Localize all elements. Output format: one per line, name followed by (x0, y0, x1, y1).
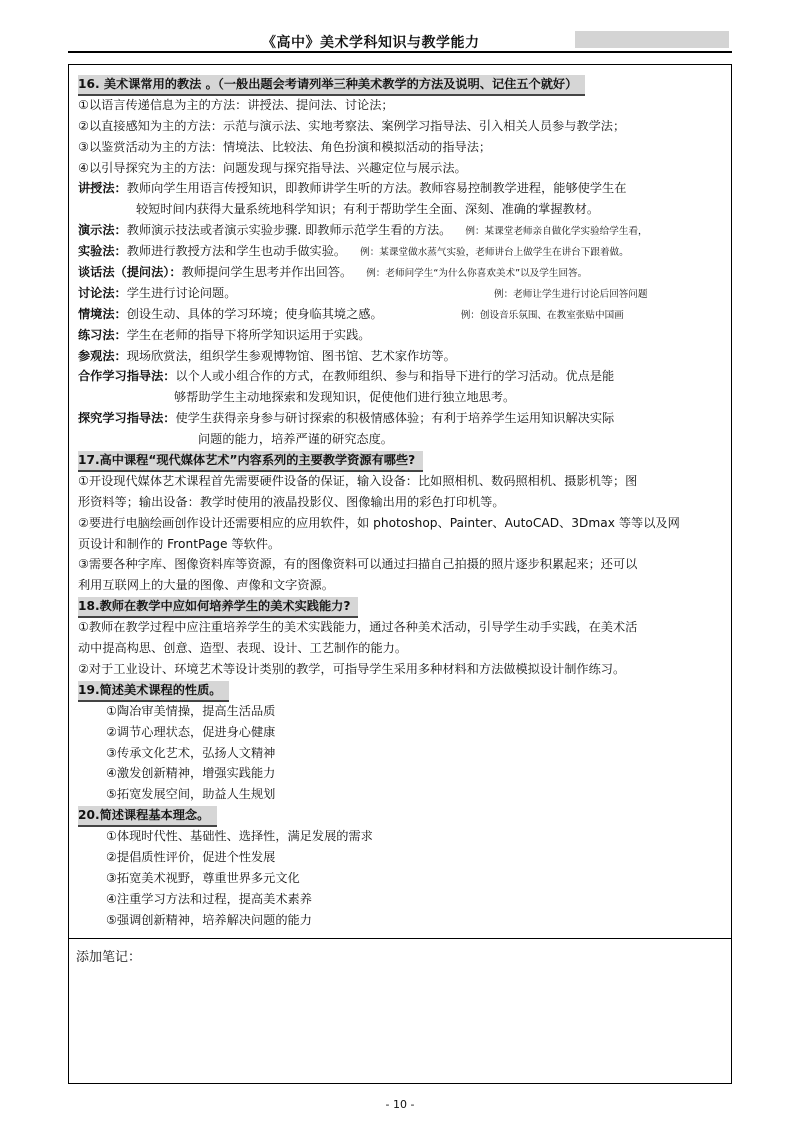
q20-title: 20.简述课程基本理念。 (78, 806, 217, 827)
experiment-text: 教师进行教授方法和学生也动手做实验。 (126, 244, 347, 259)
q17-line: ②要进行电脑绘画创作设计还需要相应的应用软件，如 photoshop、Painter、AutoCAD、3Dmax 等等以及网 (78, 515, 680, 530)
q17-line: ①开设现代媒体艺术课程首先需要硬件设备的保证，输入设备：比如照相机、数码照相机、摄影机等；图 (78, 473, 638, 488)
q16-item: ①以语言传递信息为主的方法：讲授法、提问法、讨论法； (78, 97, 394, 112)
q16-item: ④以引导探究为主的方法：问题发现与探究指导法、兴趣定位与展示法。 (78, 160, 467, 175)
practice-text: 学生在老师的指导下将所学知识运用于实践。 (126, 327, 371, 342)
q19-item: ④激发创新精神，增强实践能力 (106, 766, 276, 781)
situation-text: 创设生动、具体的学习环境；使身临其境之感。 (126, 306, 383, 321)
q18-line: ②对于工业设计、环境艺术等设计类别的教学，可指导学生采用多种材料和方法做模拟设计制作练习。 (78, 661, 626, 676)
situation-example: 例：创设音乐氛围、在教室张贴中国画 (460, 309, 624, 321)
lecture-text-cont: 较短时间内获得大量系统地科学知识；有利于帮助学生全面、深刻、准确的掌握教材。 (136, 202, 600, 217)
q19-item: ①陶冶审美情操，提高生活品质 (106, 703, 276, 718)
q16-title: 16. 美术课常用的教法 。（一般出题会考请列举三种美术教学的方法及说明、记住五个就好） (78, 75, 585, 96)
notes-label: 添加笔记： (76, 950, 142, 965)
q16-item: ③以鉴赏活动为主的方法：情境法、比较法、角色扮演和模拟活动的指导法； (78, 139, 492, 154)
notes-divider (68, 938, 732, 939)
q17-line: 形资料等；输出设备：教学时使用的液晶投影仪、图像输出用的彩色打印机等。 (78, 494, 505, 509)
q17-line: ③需要各种字库、图像资料库等资源，有的图像资料可以通过扫描自己拍摄的照片逐步积累起来；还可以 (78, 557, 638, 572)
q19-item: ③传承文化艺术，弘扬人文精神 (106, 745, 276, 760)
demo-example: 例：某课堂老师亲自做化学实验给学生看， (465, 226, 648, 238)
visit-label: 参观法： (78, 348, 127, 363)
header-rule (68, 51, 732, 53)
q19-title: 19.简述美术课程的性质。 (78, 681, 229, 702)
q20-item: ③拓宽美术视野，尊重世界多元文化 (106, 870, 300, 885)
q18-line: 动中提高构思、创意、造型、表现、设计、工艺制作的能力。 (78, 641, 408, 656)
experiment-example: 例：某课堂做水蒸气实验，老师讲台上做学生在讲台下跟着做。 (360, 247, 629, 259)
practice-label: 练习法： (78, 327, 127, 342)
document-header-title: 《高中》美术学科知识与教学能力 (262, 35, 480, 51)
q17-title: 17.高中课程“现代媒体艺术”内容系列的主要教学资源有哪些? (78, 451, 423, 472)
q17-line: 页设计和制作的 FrontPage 等软件。 (78, 536, 281, 551)
experiment-label: 实验法： (78, 244, 127, 259)
q20-item: ⑤强调创新精神，培养解决问题的能力 (106, 912, 312, 927)
q20-item: ②提倡质性评价，促进个性发展 (106, 849, 276, 864)
q17-line: 利用互联网上的大量的图像、声像和文字资源。 (78, 578, 334, 593)
cooperative-label: 合作学习指导法： (78, 369, 176, 384)
situation-label: 情境法： (78, 306, 127, 321)
discussion-label: 讨论法： (78, 285, 127, 300)
demo-text: 教师演示技法或者演示实验步骤. 即教师示范学生看的方法。 (126, 223, 452, 238)
header-shaded-box (575, 31, 729, 48)
cooperative-text-cont: 够帮助学生主动地探索和发现知识，促使他们进行独立地思考。 (174, 390, 516, 405)
discussion-example: 例：老师让学生进行讨论后回答问题 (494, 288, 648, 300)
q16-item: ②以直接感知为主的方法：示范与演示法、实地考察法、案例学习指导法、引入相关人员参与教学法； (78, 118, 626, 133)
lecture-label: 讲授法： (78, 181, 127, 196)
q20-item: ①体现时代性、基础性、选择性，满足发展的需求 (106, 829, 373, 844)
demo-label: 演示法： (78, 223, 127, 238)
inquiry-text: 使学生获得亲身参与研讨探索的积极情感体验；有利于培养学生运用知识解决实际 (175, 411, 615, 426)
talk-label: 谈话法（提问法）： (78, 265, 182, 280)
q19-item: ②调节心理状态，促进身心健康 (106, 724, 276, 739)
talk-text: 教师提问学生思考并作出回答。 (181, 265, 353, 280)
page-number: - 10 - (385, 1098, 415, 1111)
cooperative-text: 以个人或小组合作的方式，在教师组织、参与和指导下进行的学习活动。优点是能 (175, 369, 615, 384)
q19-item: ⑤拓宽发展空间，助益人生规划 (106, 787, 276, 802)
inquiry-text-cont: 问题的能力，培养严谨的研究态度。 (198, 432, 393, 447)
inquiry-label: 探究学习指导法： (78, 411, 176, 426)
q20-item: ④注重学习方法和过程，提高美术素养 (106, 891, 312, 906)
talk-example: 例：老师问学生“为什么你喜欢美术”以及学生回答。 (366, 268, 588, 280)
visit-text: 现场欣赏法，组织学生参观博物馆、图书馆、艺术家作坊等。 (126, 348, 456, 363)
q18-line: ①教师在教学过程中应注重培养学生的美术实践能力，通过各种美术活动，引导学生动手实践，在美术活 (78, 620, 638, 635)
lecture-text: 教师向学生用语言传授知识，即教师讲学生听的方法。教师容易控制教学进程，能够使学生在 (126, 181, 627, 196)
document-content (78, 74, 726, 931)
q18-title: 18.教师在教学中应如何培养学生的美术实践能力? (78, 597, 358, 618)
discussion-text: 学生进行讨论问题。 (126, 285, 237, 300)
